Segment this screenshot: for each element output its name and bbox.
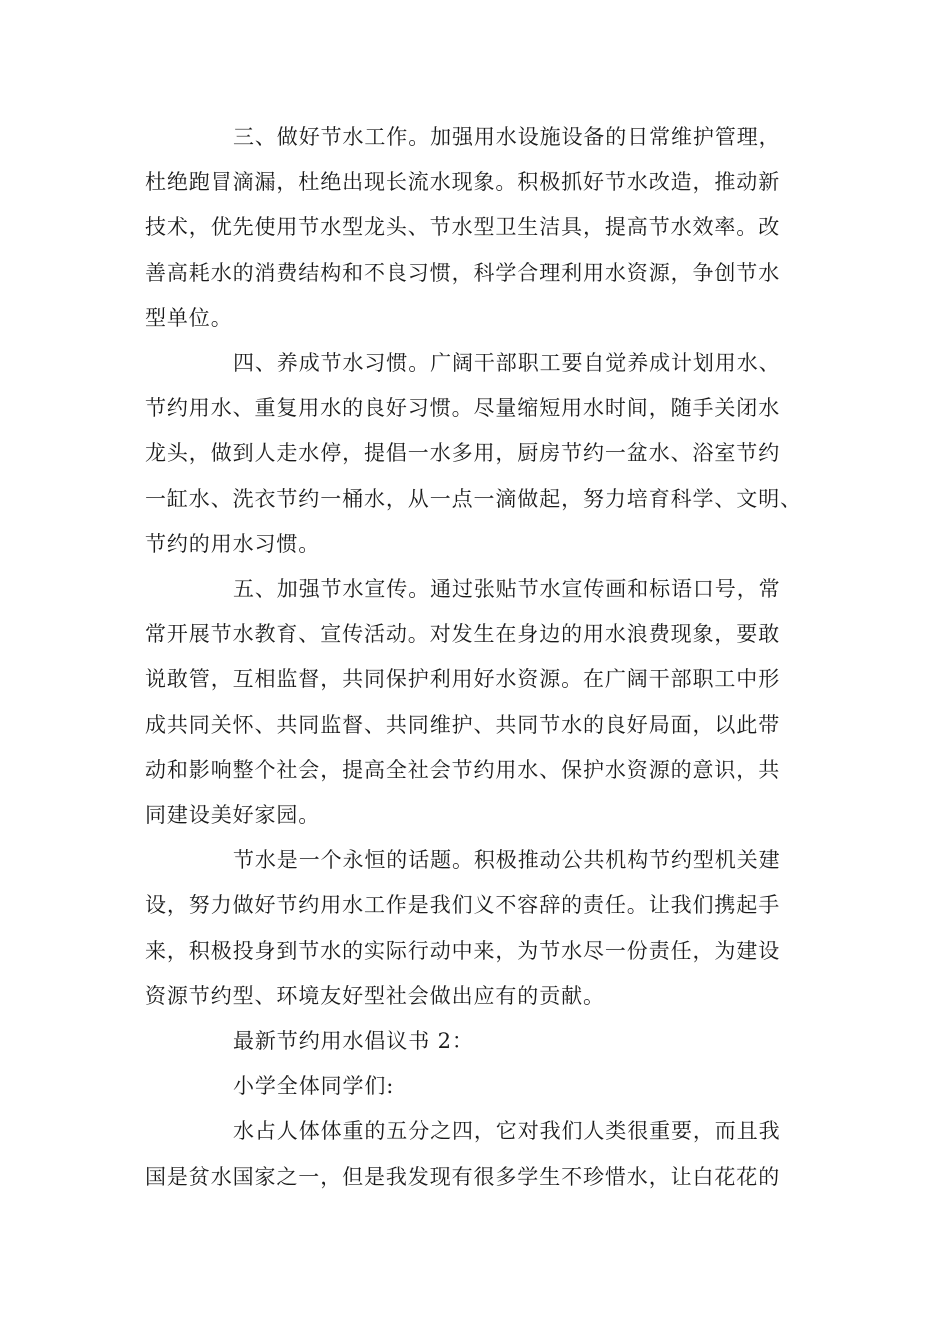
text-line: 小学全体同学们: xyxy=(233,1074,395,1099)
paragraph-opening xyxy=(145,1109,845,1199)
text-line: 四、养成节水习惯。广阔干部职工要自觉养成计划用水、 xyxy=(233,351,781,376)
text-line: 资源节约型、环境友好型社会做出应有的贡献。 xyxy=(145,983,605,1008)
text-line: 节约的用水习惯。 xyxy=(145,531,321,556)
paragraph-water-saving-habits xyxy=(145,341,845,567)
text-line: 设，努力做好节约用水工作是我们义不容辞的责任。让我们携起手 xyxy=(145,893,781,918)
text-line: 龙头，做到人走水停，提倡一水多用，厨房节约一盆水、浴室节约 xyxy=(145,441,781,466)
text-line: 国是贫水国家之一，但是我发现有很多学生不珍惜水，让白花花的 xyxy=(145,1164,781,1189)
section-heading xyxy=(145,1019,845,1064)
text-line: 型单位。 xyxy=(145,305,233,330)
text-line: 杜绝跑冒滴漏，杜绝出现长流水现象。积极抓好节水改造，推动新 xyxy=(145,170,781,195)
text-line: 最新节约用水倡议书 2： xyxy=(233,1029,474,1054)
paragraph-water-saving-work xyxy=(145,115,845,341)
text-line: 节水是一个永恒的话题。积极推动公共机构节约型机关建 xyxy=(233,848,781,873)
paragraph-conclusion xyxy=(145,838,845,1019)
text-line: 同建设美好家园。 xyxy=(145,803,321,828)
text-line: 成共同关怀、共同监督、共同维护、共同节水的良好局面，以此带 xyxy=(145,712,781,737)
text-line: 动和影响整个社会，提高全社会节约用水、保护水资源的意识，共 xyxy=(145,757,781,782)
paragraph-water-saving-promotion xyxy=(145,567,845,838)
text-line: 善高耗水的消费结构和不良习惯，科学合理利用水资源，争创节水 xyxy=(145,260,781,285)
text-line: 说敢管，互相监督，共同保护利用好水资源。在广阔干部职工中形 xyxy=(145,667,781,692)
text-line: 技术，优先使用节水型龙头、节水型卫生洁具，提高节水效率。改 xyxy=(145,215,781,240)
text-line: 五、加强节水宣传。通过张贴节水宣传画和标语口号，常 xyxy=(233,577,781,602)
text-line: 来，积极投身到节水的实际行动中来，为节水尽一份责任，为建设 xyxy=(145,938,781,963)
text-line: 常开展节水教育、宣传活动。对发生在身边的用水浪费现象，要敢 xyxy=(145,622,781,647)
text-line: 三、做好节水工作。加强用水设施设备的日常维护管理， xyxy=(233,125,781,149)
document-body xyxy=(145,115,845,1200)
text-line: 节约用水、重复用水的良好习惯。尽量缩短用水时间，随手关闭水 xyxy=(145,396,781,421)
salutation xyxy=(145,1064,845,1109)
text-line: 水占人体体重的五分之四，它对我们人类很重要，而且我 xyxy=(233,1119,781,1144)
text-line: 一缸水、洗衣节约一桶水，从一点一滴做起，努力培育科学、文明、 xyxy=(145,486,802,511)
